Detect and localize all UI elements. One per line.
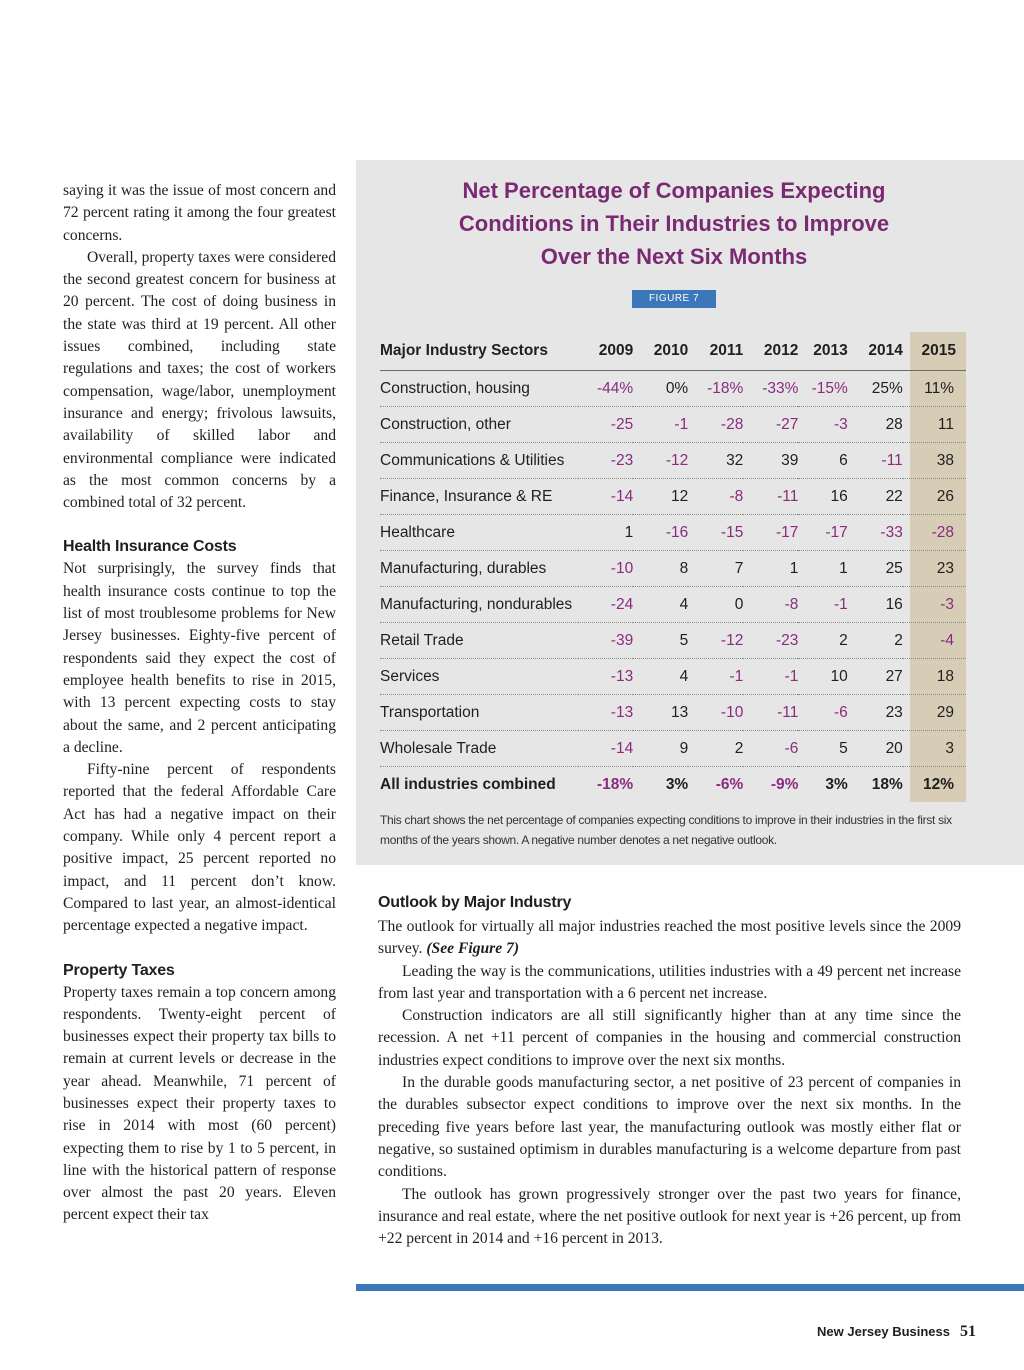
value-2012: -23 [743,623,798,659]
value-2013: -1 [798,587,847,623]
paragraph: Fifty-nine percent of respondents reported that the federal Affordable Care Act has had a negative impact on their company. While only 4 percent report a positive impact, 25 percent reported no impact, and 11 percent don’t know. Compared to last year, an almost-identical percentage expected a negative impact. [63,761,336,935]
value-2014: 22 [848,479,903,515]
value-2013: -6 [798,695,847,731]
sector-name: Construction, other [380,407,578,443]
bottom-rule [356,1284,1024,1291]
paragraph: In the durable goods manufacturing sector, a net positive of 23 percent of companies in the durables subsector expect conditions to improve over the next six months. In the preceding five years before last year, the manufacturing outlook was mostly either flat or negative, so sustained optimism in durables manufacturing is a welcome departure from past conditions. [378,1074,961,1181]
value-2015: 11% [903,371,966,407]
table-row [380,731,966,767]
value-2012: -6 [743,731,798,767]
sector-name: Finance, Insurance & RE [380,479,578,515]
value-2013: 10 [798,659,847,695]
value-2013: 5 [798,731,847,767]
figure-badge: FIGURE 7 [632,290,716,308]
table-row [380,695,966,731]
section-heading-health: Health Insurance Costs [63,538,237,556]
paragraph: Not surprisingly, the survey finds that health insurance costs continue to top the list of most troublesome problems for New Jersey businesses. Eighty-five percent of respondents said they expect the cost of employee health benefits to rise in 2015, with 13 percent expecting costs to stay about the same, and 2 percent anticipating a decline. [63,560,336,756]
figure-title-line: Over the Next Six Months [540,244,808,269]
table-body [380,371,966,767]
table-row [380,407,966,443]
value-2011: -12 [688,623,743,659]
figure-reference: (See Figure 7) [426,940,520,958]
header-year-2010: 2010 [633,332,688,371]
value-2009: -10 [578,551,633,587]
section-heading-property: Property Taxes [63,961,175,979]
sector-name: Transportation [380,695,578,731]
value-2012: -11 [743,695,798,731]
table-row [380,479,966,515]
value-2010: 0% [633,371,688,407]
sector-name: Manufacturing, nondurables [380,587,578,623]
header-year-2015: 2015 [903,332,966,371]
header-year-2011: 2011 [688,332,743,371]
page-number: 51 [960,1323,976,1340]
value-2011: 2 [688,731,743,767]
table-row [380,659,966,695]
value-2009: -13 [578,695,633,731]
value-2009: -14 [578,479,633,515]
value-2014: 25 [848,551,903,587]
sector-name: Healthcare [380,515,578,551]
value-2010: 12 [633,479,688,515]
value-2011: -6% [715,775,744,793]
value-2015: -28 [903,515,966,551]
value-2009: -18% [597,775,634,793]
figure-title-line: Net Percentage of Companies Expecting [462,178,886,203]
value-2015: 23 [903,551,966,587]
figure-7-panel [356,160,1024,865]
table-row [380,443,966,479]
value-2014: 25% [848,371,903,407]
value-2015: -3 [903,587,966,623]
header-year-2009: 2009 [578,332,633,371]
value-2012: -1 [743,659,798,695]
value-2009: -13 [578,659,633,695]
sector-name: Communications & Utilities [380,443,578,479]
value-2012: -11 [743,479,798,515]
value-2014: 2 [848,623,903,659]
value-2011: -28 [688,407,743,443]
value-2011: 32 [688,443,743,479]
paragraph [378,916,961,961]
paragraph: Overall, property taxes were considered the second greatest concern for business at 20 percent. The cost of doing business in the state was third at 19 percent. All other issues combined, including state regulations and taxes; the cost of workers compensation, wage/labor, unemployment insurance and energy; frivolous lawsuits, availability of skilled labor and environmental compliance were indicated as the most common concerns by a combined total of 32 percent. [63,248,336,512]
value-2010: -16 [633,515,688,551]
table-row [380,587,966,623]
value-2013: -17 [798,515,847,551]
paragraph-text: The outlook for virtually all major industries reached the most positive levels since the 2009 survey. [378,918,961,958]
page-footer [817,1323,976,1341]
sector-name: All industries combined [380,775,556,793]
table-row [380,551,966,587]
value-2013: 3% [825,775,848,793]
value-2011: 7 [688,551,743,587]
value-2010: 9 [633,731,688,767]
table-row [380,371,966,407]
value-2015: 29 [903,695,966,731]
value-2009: -24 [578,587,633,623]
figure-caption: This chart shows the net percentage of companies expecting conditions to improve in their industries in the first six months of the years shown. A negative number denotes a net negative outlook. [380,813,952,847]
value-2014: 27 [848,659,903,695]
table-row [380,623,966,659]
value-2009: -44% [578,371,633,407]
value-2011: -15 [688,515,743,551]
value-2012: -9% [770,775,799,793]
value-2009: -39 [578,623,633,659]
sector-name: Construction, housing [380,371,578,407]
value-2010: 4 [633,587,688,623]
value-2010: 8 [633,551,688,587]
right-column [378,890,961,1250]
value-2013: -3 [798,407,847,443]
value-2010: 3% [665,775,689,793]
value-2009: -23 [578,443,633,479]
value-2013: -15% [798,371,847,407]
header-year-2014: 2014 [848,332,903,371]
value-2009: -25 [578,407,633,443]
value-2014: 28 [848,407,903,443]
value-2009: -14 [578,731,633,767]
paragraph: Property taxes remain a top concern among respondents. Twenty-eight percent of businesses expect their property tax bills to remain at current levels or decrease in the year ahead. Meanwhile, 71 percent of businesses expect their property taxes to rise in 2014 with most (60 percent) expecting them to rise by 1 to 5 percent, in line with the historical pattern of response over almost the past 20 years. Eleven percent expect their tax [63,983,336,1224]
paragraph: Leading the way is the communications, utilities industries with a 49 percent net increase from last year and transportation with a 6 percent net increase. [378,962,961,1002]
left-column [63,180,336,1227]
value-2012: 1 [743,551,798,587]
value-2010: 13 [633,695,688,731]
table-total-row [380,767,966,803]
sector-name: Services [380,659,578,695]
value-2011: -1 [688,659,743,695]
value-2013: 6 [798,443,847,479]
value-2014: 16 [848,587,903,623]
value-2011: -10 [688,695,743,731]
industry-outlook-table [380,332,966,802]
section-heading-outlook: Outlook by Major Industry [378,894,572,911]
value-2010: -1 [633,407,688,443]
value-2013: 1 [798,551,847,587]
value-2011: -18% [688,371,743,407]
value-2010: -12 [633,443,688,479]
value-2013: 16 [798,479,847,515]
value-2012: -8 [743,587,798,623]
value-2010: 5 [633,623,688,659]
value-2015: 18 [903,659,966,695]
value-2014: -11 [848,443,903,479]
value-2012: -27 [743,407,798,443]
sector-name: Wholesale Trade [380,731,578,767]
value-2011: -8 [688,479,743,515]
figure-title [356,174,992,273]
value-2012: 39 [743,443,798,479]
value-2010: 4 [633,659,688,695]
value-2009: 1 [578,515,633,551]
paragraph: The outlook has grown progressively stronger over the past two years for finance, insurance and real estate, where the net positive outlook for next year is +26 percent, up from +22 percent in 2014 and +16 percent in 2013. [378,1185,961,1248]
header-year-2013: 2013 [798,332,847,371]
value-2015: 38 [903,443,966,479]
table-row [380,515,966,551]
sector-name: Retail Trade [380,623,578,659]
value-2014: 23 [848,695,903,731]
value-2014: -33 [848,515,903,551]
table-header-row [380,332,966,371]
figure-title-line: Conditions in Their Industries to Improve [458,211,890,236]
value-2012: -17 [743,515,798,551]
value-2014: 18% [871,775,903,793]
value-2015: 3 [903,731,966,767]
value-2015: 11 [903,407,966,443]
paragraph: Construction indicators are all still significantly higher than at any time since the recession. A net +11 percent of companies in the housing and commercial construction industries expect conditions to improve over the next six months. [378,1007,961,1069]
value-2014: 20 [848,731,903,767]
sector-name: Manufacturing, durables [380,551,578,587]
header-sector: Major Industry Sectors [380,332,578,371]
value-2011: 0 [688,587,743,623]
paragraph: saying it was the issue of most concern and 72 percent rating it among the four greatest concerns. [63,182,336,244]
value-2015: 12% [922,775,954,793]
value-2015: -4 [903,623,966,659]
value-2015: 26 [903,479,966,515]
publication-name: New Jersey Business [817,1324,950,1339]
value-2013: 2 [798,623,847,659]
header-year-2012: 2012 [743,332,798,371]
value-2012: -33% [743,371,798,407]
